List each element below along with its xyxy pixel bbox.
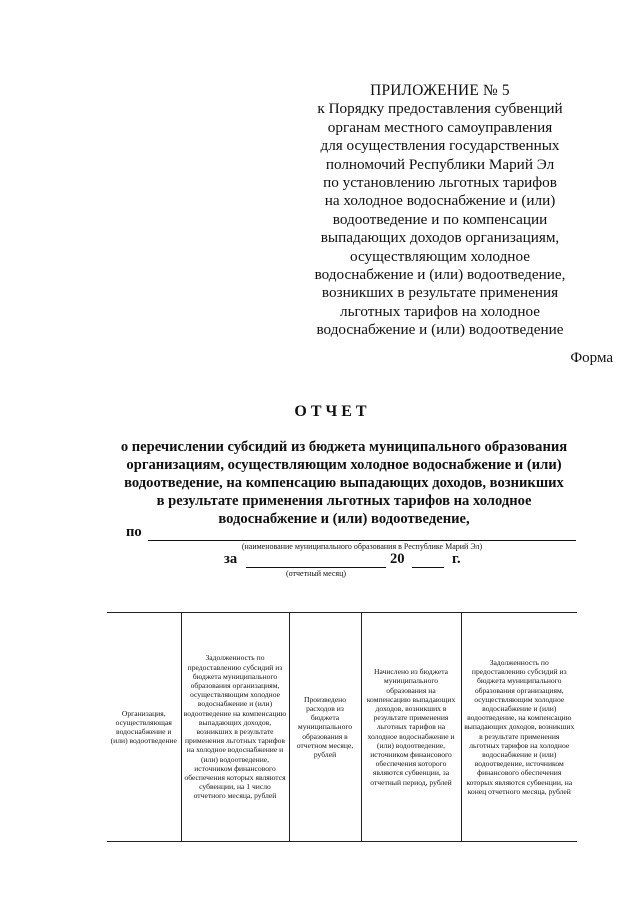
header-debt-start: Задолженность по предоставлению субсидий из бюджета муниципального образования организациям, осуществляющим холодное водоснабжение и (или) водоотведение на компенсацию выпадающих доходов, возникших в результате применения льготных тарифов на холодное водоснабжение и (или) водоотведение, источником финансового обеспечения которых являются субвенции, на 1 число отчетного месяца, рублей (181, 613, 289, 842)
appendix-heading: ПРИЛОЖЕНИЕ № 5 (370, 82, 510, 99)
report-title: ОТЧЕТ (294, 403, 371, 420)
month-caption: (отчетный месяц) (285, 569, 347, 578)
appendix-line: водоотведение и по компенсации (332, 210, 548, 228)
year-underline[interactable] (412, 567, 444, 568)
appendix-line: к Порядку предоставления субвенций (317, 100, 563, 118)
appendix-line: выпадающих доходов организациям, (320, 229, 560, 247)
report-subtitle-line: водоотведение, на компенсацию выпадающих доходов, возникших (124, 475, 564, 491)
appendix-line: льготных тарифов на холодное (340, 302, 540, 320)
municipality-underline[interactable] (148, 540, 576, 541)
form-label: Форма (570, 350, 613, 366)
report-subtitle-line: в результате применения льготных тарифов на холодное (156, 493, 532, 509)
month-underline[interactable] (246, 567, 386, 568)
report-table (107, 612, 577, 842)
appendix-line: по установлению льготных тарифов (323, 174, 557, 192)
report-subtitle-line: организациям, осуществляющим холодное водоснабжение и (или) (126, 457, 562, 473)
table-header-row (107, 613, 577, 842)
year-suffix: г. (452, 551, 461, 567)
appendix-line: осуществляющим холодное (350, 247, 530, 265)
period-label: за (224, 551, 238, 567)
header-debt-end: Задолженность по предоставлению субсидий из бюджета муниципального образования организациям, осуществляющим холодное водоснабжение и (или) водоотведение, на компенсацию выпадающих доходов, возникших в результате применения льготных тарифов на холодное водоснабжение и (или) водоотведение, источником финансового обеспечения которых являются субвенции, на конец отчетного месяца, рублей (461, 613, 577, 842)
appendix-line: для осуществления государственных (320, 137, 560, 155)
appendix-line: водоснабжение и (или) водоотведение, (314, 266, 566, 284)
appendix-line: органам местного самоуправления (327, 118, 553, 136)
report-subtitle-line: водоснабжение и (или) водоотведение, (218, 511, 470, 527)
year-prefix: 20 (390, 551, 405, 567)
header-expenses: Произведено расходов из бюджета муниципального образования в отчетном месяце, рублей (289, 613, 361, 842)
report-subtitle-line: о перечислении субсидий из бюджета муниципального образования (120, 439, 568, 455)
appendix-line: водоснабжение и (или) водоотведение (316, 321, 564, 339)
appendix-line: возникших в результате применения (321, 284, 559, 302)
report-subtitle (100, 438, 588, 528)
municipality-label: по (126, 524, 142, 540)
header-accrued: Начислено из бюджета муниципального образования на компенсацию выпадающих доходов, возникших в результате применения льготных тарифов на холодное водоснабжение и (или) водоотведение, источником финансового обеспечения которого являются субвенции, за отчетный период, рублей (361, 613, 461, 842)
period-field (224, 551, 474, 571)
header-organization: Организация, осуществляющая водоснабжение и (или) водоотведение (110, 708, 177, 746)
appendix-line: полномочий Республики Марий Эл (325, 155, 555, 173)
municipality-field (126, 524, 576, 544)
appendix-block (306, 82, 574, 340)
municipality-caption: (наименование муниципального образования в Республике Марий Эл) (241, 542, 483, 551)
appendix-line: на холодное водоснабжение и (или) (324, 192, 556, 210)
